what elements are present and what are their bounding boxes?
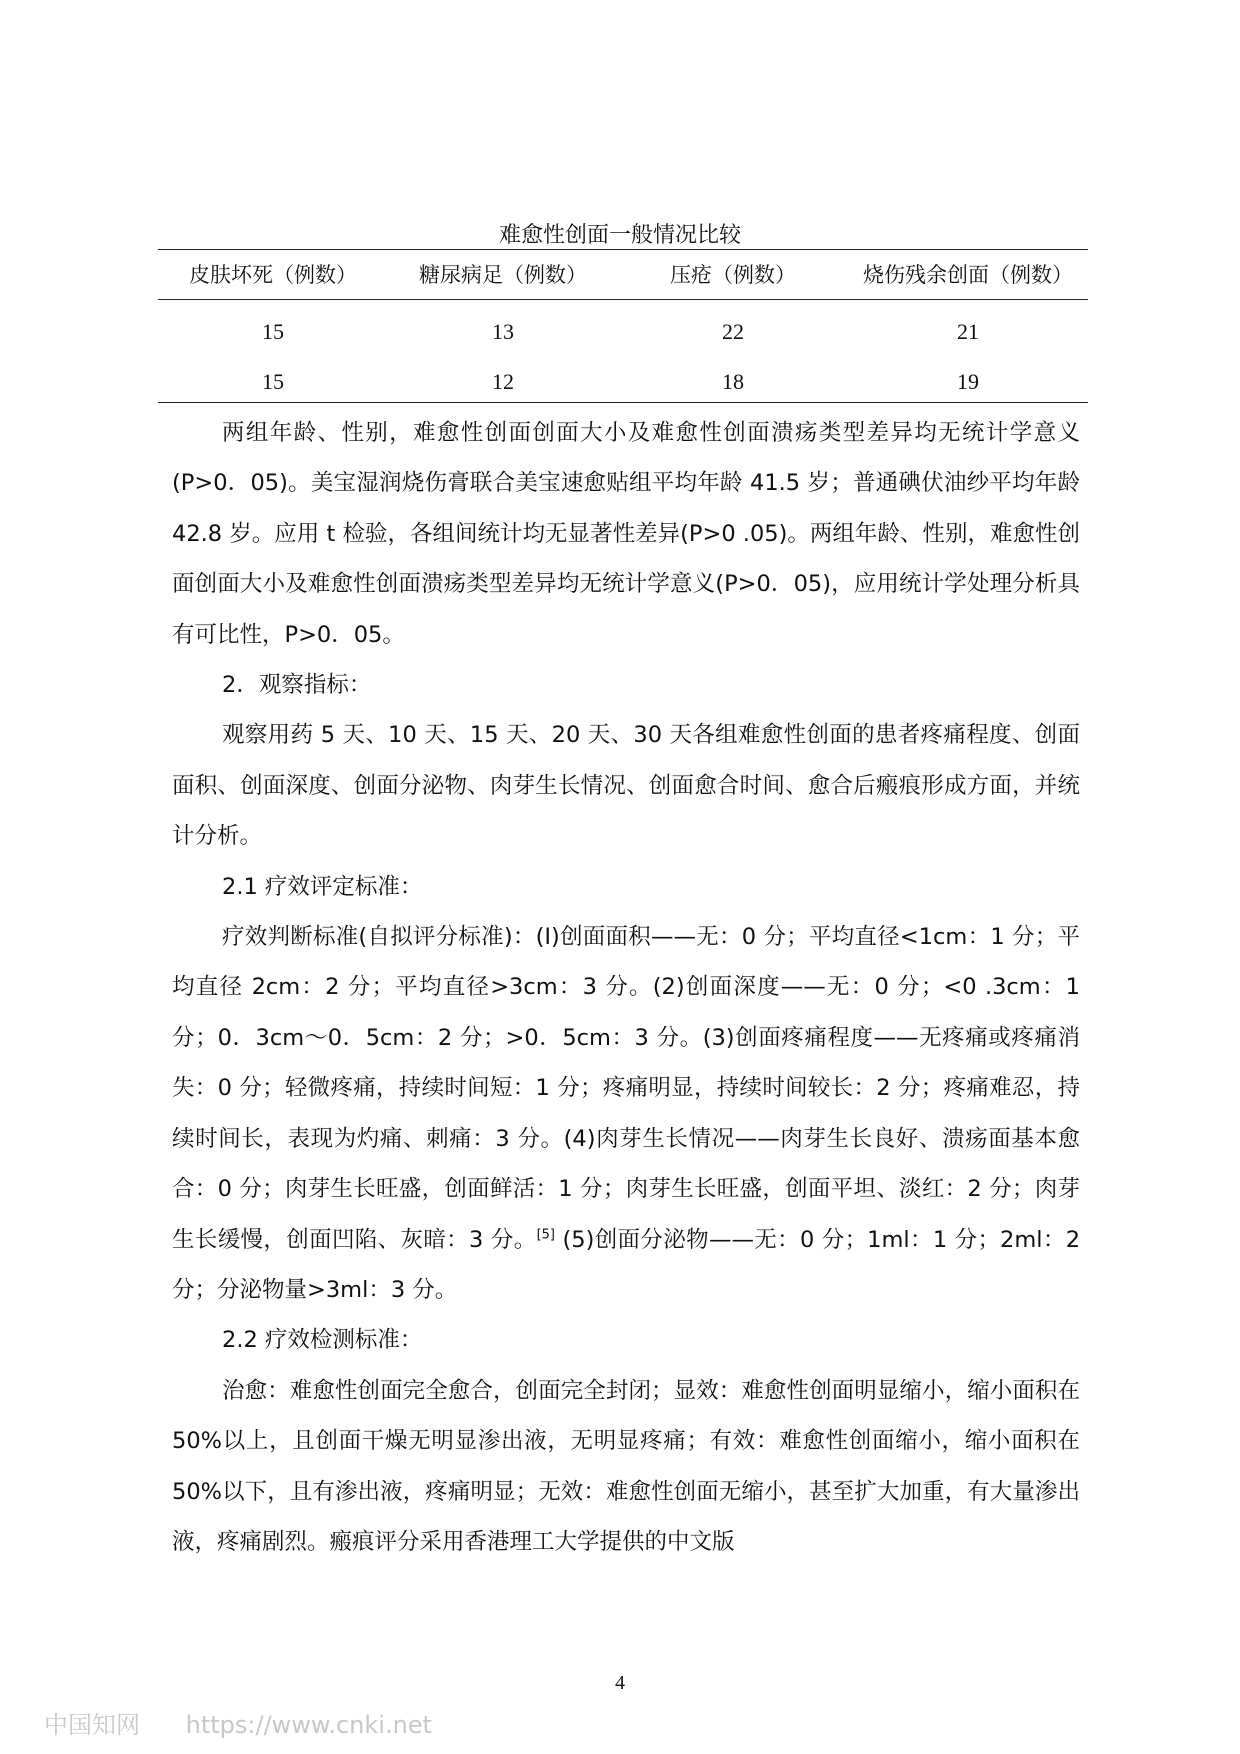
table-cell: 15 (262, 319, 284, 344)
table-cell: 18 (722, 369, 744, 394)
citation-reference: [5] (536, 1227, 555, 1242)
column-header: 烧伤残余创面（例数） (863, 263, 1073, 287)
cnki-watermark (44, 1705, 470, 1740)
paragraph-detection-criteria: 治愈：难愈性创面完全愈合，创面完全封闭；显效：难愈性创面明显缩小，缩小面积在 50%以上，且创面干燥无明显渗出液，无明显疼痛；有效：难愈性创面缩小，缩小面积在 50%以下，且有渗出液，疼痛明显；无效：难愈性创面无缩小，甚至扩大加重，有大量渗出液，疼痛剧烈。瘢痕评分采用香港理工大学提供的中文版 (172, 1377, 1080, 1555)
comparison-table (158, 249, 1088, 409)
scoring-text-continued: (5)创面分泌物——无：0 分；1ml：1 分；2ml：2 分；分泌物量>3ml：3 分。 (172, 1226, 1081, 1303)
section-heading-observation: 2．观察指标： (222, 672, 372, 699)
section-heading-efficacy-criteria: 2.1 疗效评定标准： (222, 873, 423, 900)
paragraph-comparability: 两组年龄、性别，难愈性创面创面大小及难愈性创面溃疡类型差异均无统计学意义(P>0．05)。美宝湿润烧伤膏联合美宝速愈贴组平均年龄 41.5 岁；普通碘伏油纱平均年龄 42.8 岁。应用 t 检验，各组间统计均无显著性差异(P>0 .05)。两组年龄、性别，难愈性创面创面大小及难愈性创面溃疡类型差异均无统计学意义(P>0．05)，应用统计学处理分析具有可比性，P>0．05。 (172, 420, 1080, 648)
table-row (158, 369, 1088, 395)
table-caption: 难愈性创面一般情况比较 (498, 223, 741, 248)
table-row (158, 319, 1088, 345)
table-bottom-rule (158, 402, 1088, 403)
page-number: 4 (615, 1672, 625, 1694)
table-top-rule (158, 249, 1088, 250)
table-cell: 19 (957, 369, 979, 394)
paragraph-scoring-criteria (172, 912, 1080, 1315)
table-cell: 15 (262, 369, 284, 394)
table-cell: 21 (957, 319, 979, 344)
section-heading-detection-criteria: 2.2 疗效检测标准： (222, 1327, 423, 1354)
table-header-row (158, 259, 1088, 289)
table-header-rule (158, 299, 1088, 300)
column-header: 糖尿病足（例数） (419, 263, 587, 287)
column-header: 皮肤坏死（例数） (189, 263, 357, 287)
column-header: 压疮（例数） (670, 263, 796, 287)
body-text (172, 408, 1080, 1567)
table-cell: 12 (492, 369, 514, 394)
paragraph-observation: 观察用药 5 天、10 天、15 天、20 天、30 天各组难愈性创面的患者疼痛程度、创面面积、创面深度、创面分泌物、肉芽生长情况、创面愈合时间、愈合后瘢痕形成方面，并统计分析。 (172, 722, 1080, 850)
table-cell: 13 (492, 319, 514, 344)
table-cell: 22 (722, 319, 744, 344)
watermark-logo-text: 中国知网 (44, 1711, 140, 1739)
watermark-url: https://www.cnki.net (185, 1711, 432, 1739)
scoring-text: 疗效判断标准(自拟评分标准)：(I)创面面积——无：0 分；平均直径<1cm：1 分；平均直径 2cm：2 分；平均直径>3cm：3 分。(2)创面深度——无：0 分；<0 .3cm：1 分；0．3cm～0．5cm：2 分；>0．5cm：3 分。(3)创面疼痛程度——无疼痛或疼痛消失：0 分；轻微疼痛，持续时间短：1 分；疼痛明显，持续时间较长：2 分；疼痛难忍，持续时间长，表现为灼痛、刺痛：3 分。(4)肉芽生长情况——肉芽生长良好、溃疡面基本愈合：0 分；肉芽生长旺盛，创面鲜活：1 分；肉芽生长旺盛，创面平坦、淡红：2 分；肉芽生长缓慢，创面凹陷、灰暗：3 分。 (172, 924, 1080, 1253)
